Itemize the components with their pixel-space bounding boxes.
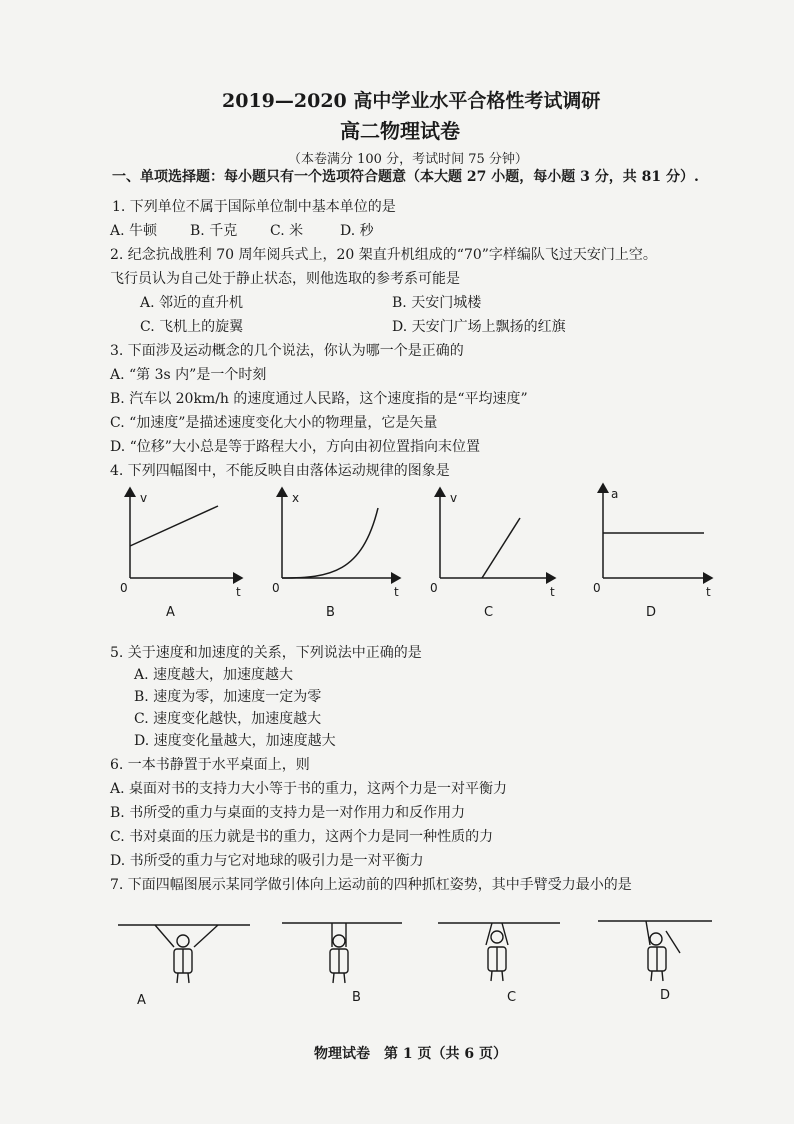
graph-b-ylabel: x	[292, 491, 300, 505]
graph-d-xlabel: t	[706, 585, 711, 599]
pullup-figure-a	[118, 925, 250, 983]
graph-c-line	[482, 518, 520, 578]
graph-b-origin: 0	[272, 581, 280, 595]
graph-a	[120, 488, 242, 599]
q7-stem: 7. 下面四幅图展示某同学做引体向上运动前的四种抓杠姿势，其中手臂受力最小的是	[110, 877, 632, 893]
graph-c-ylabel: v	[450, 491, 458, 505]
q7-caption-b: B	[352, 990, 361, 1005]
q2-option-c: C. 飞机上的旋翼	[140, 319, 244, 335]
q3-stem: 3. 下面涉及运动概念的几个说法，你认为哪一个是正确的	[110, 343, 464, 359]
graph-a-ylabel: v	[140, 491, 148, 505]
q1-stem: 1. 下列单位不属于国际单位制中基本单位的是	[112, 199, 396, 215]
q3-option-b: B. 汽车以 20km/h 的速度通过人民路，这个速度指的是“平均速度”	[110, 391, 528, 407]
section-heading: 一、单项选择题：每小题只有一个选项符合题意（本大题 27 小题，每小题 3 分，共 81 分）.	[112, 169, 699, 185]
graph-d-origin: 0	[593, 581, 601, 595]
graph-c-caption: C	[484, 605, 494, 620]
q6-option-d: D. 书所受的重力与它对地球的吸引力是一对平衡力	[110, 853, 424, 869]
q1-option-c: C. 米	[270, 223, 304, 239]
graph-c-xlabel: t	[550, 585, 555, 599]
graph-c	[430, 488, 555, 599]
page-footer: 物理试卷 第 1 页（共 6 页）	[314, 1046, 507, 1062]
q7-caption-c: C	[507, 990, 517, 1005]
q1-option-b: B. 千克	[190, 223, 238, 239]
graph-a-xlabel: t	[236, 585, 241, 599]
q7-figures	[110, 905, 720, 990]
graph-b-caption: B	[326, 605, 335, 620]
q5-option-c: C. 速度变化越快，加速度越大	[134, 711, 322, 727]
exam-title: 2019—2020 高中学业水平合格性考试调研	[222, 90, 601, 112]
graph-c-origin: 0	[430, 581, 438, 595]
graph-a-caption: A	[166, 605, 175, 620]
q2-stem-line1: 2. 纪念抗战胜利 70 周年阅兵式上，20 架直升机组成的“70”字样编队飞过天安门上空。	[110, 247, 657, 263]
graph-a-line	[130, 506, 218, 546]
q3-option-a: A. “第 3s 内”是一个时刻	[110, 367, 267, 383]
q2-option-b: B. 天安门城楼	[392, 295, 482, 311]
q4-stem: 4. 下列四幅图中，不能反映自由落体运动规律的图象是	[110, 463, 450, 479]
q5-option-b: B. 速度为零，加速度一定为零	[134, 689, 322, 705]
graph-a-origin: 0	[120, 581, 128, 595]
q5-option-a: A. 速度越大，加速度越大	[134, 667, 294, 683]
q5-option-d: D. 速度变化量越大，加速度越大	[134, 733, 336, 749]
exam-note: （本卷满分 100 分，考试时间 75 分钟）	[288, 152, 528, 167]
q4-graphs	[100, 478, 740, 628]
q5-stem: 5. 关于速度和加速度的关系，下列说法中正确的是	[110, 645, 422, 661]
q7-caption-a: A	[137, 993, 146, 1008]
q2-option-a: A. 邻近的直升机	[140, 295, 244, 311]
q6-option-a: A. 桌面对书的支持力大小等于书的重力，这两个力是一对平衡力	[110, 781, 508, 797]
q1-option-d: D. 秒	[340, 223, 374, 239]
q3-option-c: C. “加速度”是描述速度变化大小的物理量，它是矢量	[110, 415, 438, 431]
graph-b-xlabel: t	[394, 585, 399, 599]
graph-b-curve	[282, 508, 378, 578]
q6-option-b: B. 书所受的重力与桌面的支持力是一对作用力和反作用力	[110, 805, 466, 821]
q1-option-a: A. 牛顿	[110, 223, 158, 239]
graph-b	[272, 488, 400, 599]
q3-option-d: D. “位移”大小总是等于路程大小，方向由初位置指向末位置	[110, 439, 480, 455]
pullup-figure-c	[438, 923, 560, 981]
pullup-figure-b	[282, 923, 402, 983]
exam-subtitle: 高二物理试卷	[340, 119, 460, 143]
q2-stem-line2: 飞行员认为自己处于静止状态，则他选取的参考系可能是	[110, 271, 460, 287]
graph-d	[593, 484, 712, 599]
q6-stem: 6. 一本书静置于水平桌面上，则	[110, 757, 310, 773]
q7-caption-d: D	[660, 988, 671, 1003]
graph-d-caption: D	[646, 605, 657, 620]
q6-option-c: C. 书对桌面的压力就是书的重力，这两个力是同一种性质的力	[110, 829, 494, 845]
graph-d-ylabel: a	[611, 487, 619, 501]
pullup-figure-d	[598, 921, 712, 981]
q2-option-d: D. 天安门广场上飘扬的红旗	[392, 319, 566, 335]
